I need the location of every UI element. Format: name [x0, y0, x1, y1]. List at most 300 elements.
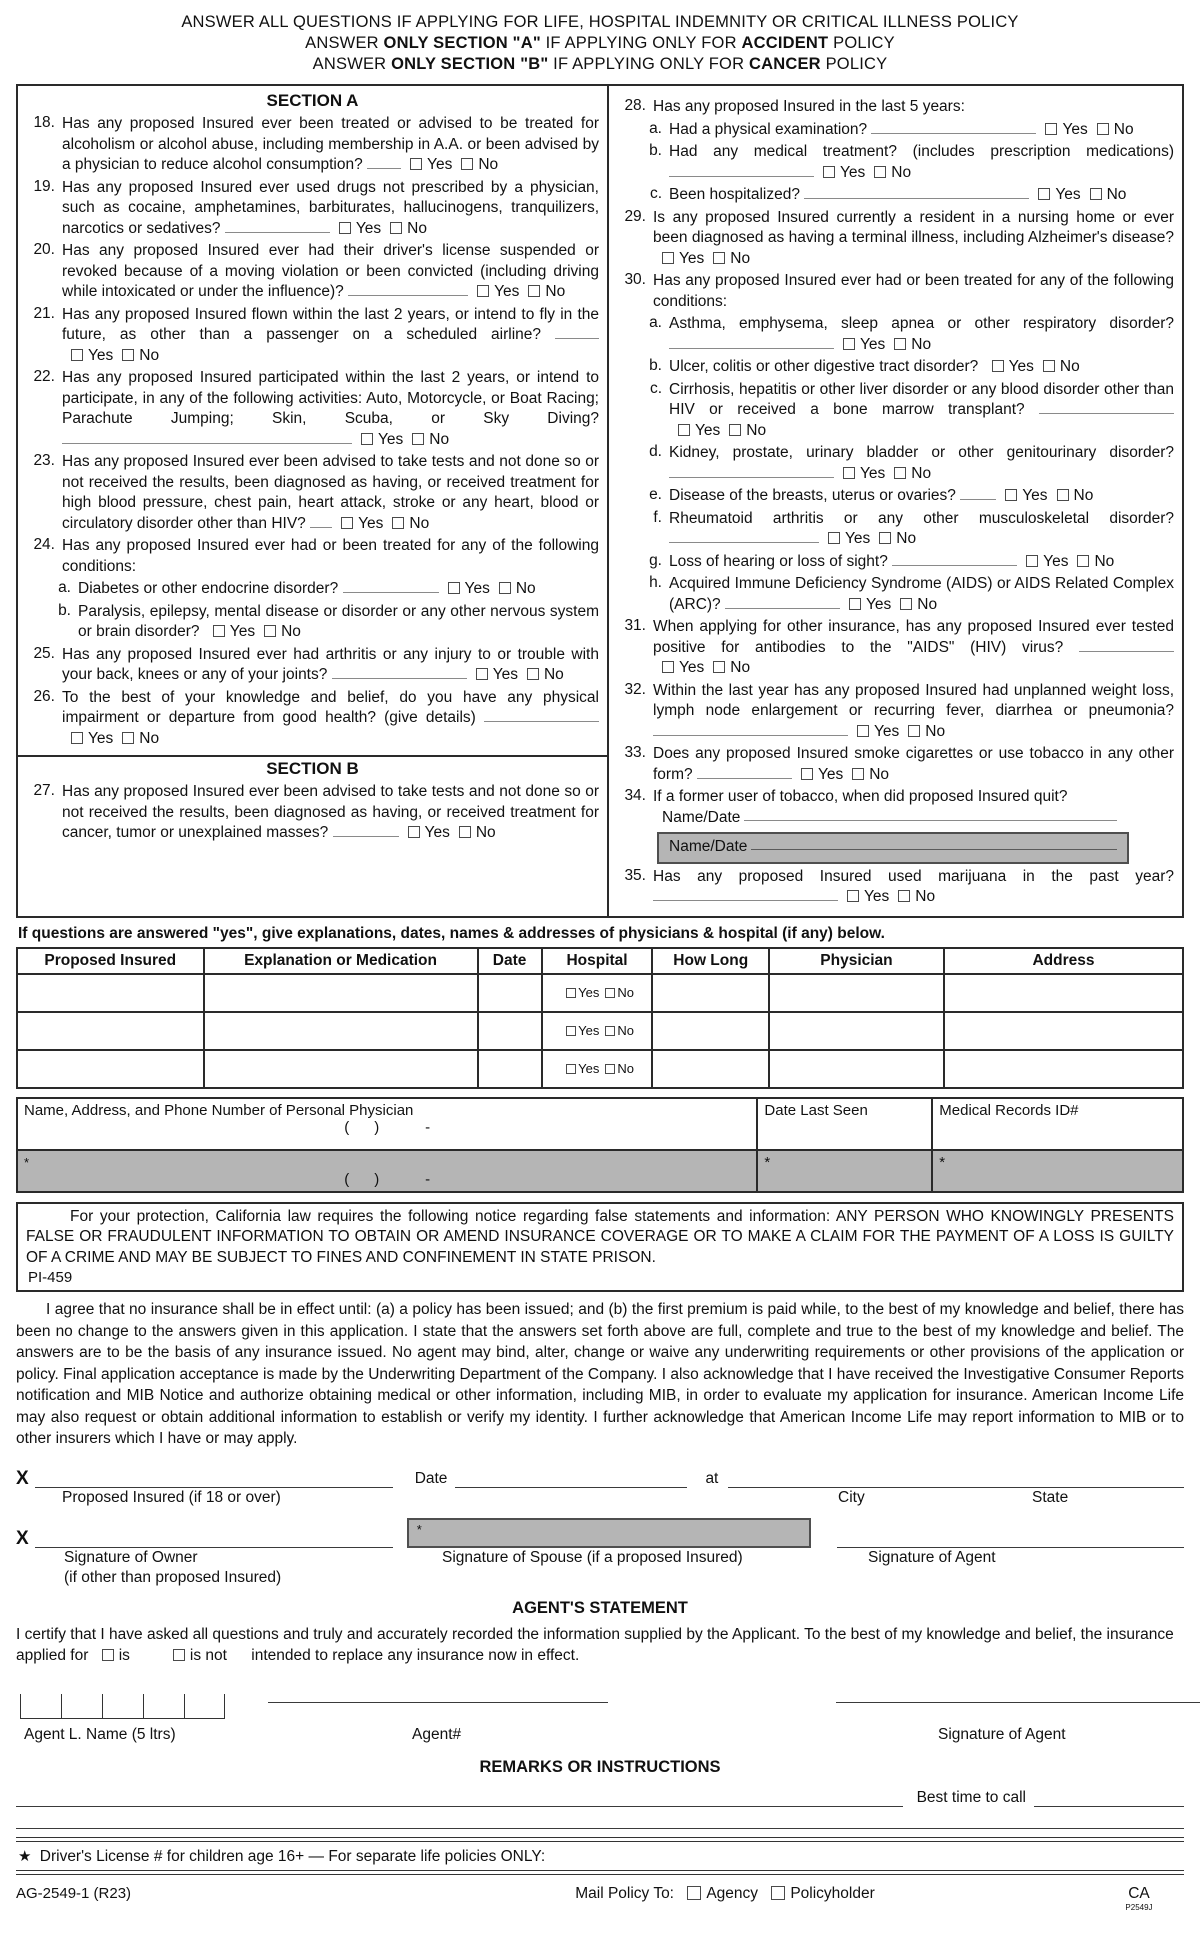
- date-label: Date: [414, 1469, 448, 1487]
- yes-checkbox[interactable]: [71, 349, 83, 361]
- yes-checkbox[interactable]: [566, 1064, 576, 1074]
- cell-date[interactable]: [478, 1050, 542, 1088]
- yes-checkbox[interactable]: [213, 625, 225, 637]
- yes-label: Yes: [378, 430, 404, 448]
- yes-label: Yes: [1055, 186, 1081, 203]
- is-checkbox[interactable]: [102, 1649, 114, 1661]
- explanation-note: If questions are answered "yes", give explanations, dates, names & addresses of physicians & hospital (if any) below.: [18, 924, 885, 942]
- yes-label: Yes: [860, 335, 886, 353]
- question-text: Had any medical treatment? (includes prescription medications): [669, 143, 1174, 160]
- owner-signature-label: Signature of Owner: [64, 1548, 198, 1566]
- yes-no-group: [653, 659, 750, 676]
- answer-line[interactable]: [333, 825, 399, 837]
- col-how-long: How Long: [652, 948, 769, 974]
- no-label: No: [407, 219, 427, 237]
- header-text: IF APPLYING ONLY FOR: [548, 55, 749, 73]
- no-checkbox[interactable]: [713, 661, 725, 673]
- yes-checkbox[interactable]: [1038, 188, 1050, 200]
- answer-line[interactable]: [62, 432, 352, 444]
- answer-line[interactable]: [871, 122, 1036, 134]
- no-checkbox[interactable]: [879, 532, 891, 544]
- yes-no-group: [467, 666, 564, 683]
- question-text: Has any proposed Insured ever had or been treated for any of the following conditions:: [653, 272, 1174, 310]
- no-checkbox[interactable]: [898, 890, 910, 902]
- no-checkbox[interactable]: [729, 424, 741, 436]
- header-bold: ONLY SECTION "B": [391, 55, 549, 73]
- comb-cell[interactable]: [102, 1694, 143, 1719]
- yes-label: Yes: [464, 580, 490, 597]
- yes-no-group: [848, 723, 945, 740]
- form-header: [16, 12, 1184, 75]
- answer-line[interactable]: [669, 466, 834, 478]
- asterisk: *: [416, 1521, 422, 1537]
- cell-address[interactable]: [944, 1050, 1183, 1088]
- form-footer: [16, 1885, 1184, 1912]
- answer-line[interactable]: [348, 284, 468, 296]
- yes-no-group: [792, 766, 889, 783]
- answer-line[interactable]: [669, 531, 819, 543]
- city-label: City: [838, 1488, 865, 1506]
- header-text: ANSWER: [312, 55, 392, 73]
- header-bold: ONLY SECTION "A": [383, 34, 541, 52]
- question-number: 24.: [33, 536, 55, 553]
- no-checkbox[interactable]: [605, 1026, 615, 1036]
- yes-no-group: [819, 530, 916, 547]
- question-33: [617, 744, 1174, 785]
- yes-checkbox[interactable]: [71, 732, 83, 744]
- question-number: 33.: [624, 744, 646, 761]
- yes-checkbox[interactable]: [823, 166, 835, 178]
- header-line-2: [16, 33, 1184, 54]
- cell-physician[interactable]: [769, 1012, 944, 1050]
- yes-checkbox[interactable]: [662, 252, 674, 264]
- best-time-to-call-label: Best time to call: [916, 1788, 1026, 1806]
- proposed-insured-label: Proposed Insured (if 18 or over): [62, 1488, 281, 1506]
- question-28a: [617, 120, 1174, 141]
- mail-policy-label: Mail Policy To:: [575, 1884, 674, 1902]
- yes-label: Yes: [695, 421, 721, 439]
- no-label: No: [1106, 186, 1127, 203]
- answer-line[interactable]: [1039, 402, 1174, 414]
- question-number: 18.: [33, 114, 55, 131]
- no-checkbox[interactable]: [1043, 360, 1055, 372]
- no-checkbox[interactable]: [894, 338, 906, 350]
- question-letter: e.: [649, 486, 662, 503]
- question-34: [617, 787, 1174, 808]
- question-text: Ulcer, colitis or other digestive tract disorder?: [669, 358, 979, 375]
- drivers-license-text: Driver's License # for children age 16+ — For separate life policies ONLY:: [39, 1847, 546, 1865]
- question-text: Has any proposed Insured ever been treated or advised to be treated for alcoholism or alcohol abuse, including membership in A.A. or been advised by a physician to reduce alcohol consumption?: [62, 115, 599, 173]
- cell-explanation[interactable]: [204, 1050, 478, 1088]
- name-date-label: Name/Date: [662, 808, 741, 826]
- no-checkbox[interactable]: [605, 988, 615, 998]
- no-checkbox[interactable]: [874, 166, 886, 178]
- phone-format: ( ) -: [344, 1118, 431, 1136]
- is-not-checkbox[interactable]: [173, 1649, 185, 1661]
- physician-name-field[interactable]: [17, 1150, 757, 1192]
- yes-checkbox[interactable]: [849, 598, 861, 610]
- physician-table: [16, 1097, 1184, 1193]
- question-number: 25.: [33, 644, 55, 662]
- yes-no-group: [996, 487, 1093, 504]
- answer-line[interactable]: [555, 327, 599, 339]
- agent-number-line[interactable]: [268, 1702, 608, 1703]
- table-row: [17, 1050, 1183, 1088]
- yes-label: Yes: [860, 464, 886, 482]
- question-35: [617, 867, 1174, 908]
- owner-signature-line[interactable]: [35, 1530, 393, 1548]
- yes-checkbox[interactable]: [477, 285, 489, 297]
- question-30d: [617, 443, 1174, 484]
- answer-line[interactable]: [960, 488, 996, 500]
- remarks-line-2[interactable]: [16, 1807, 1184, 1829]
- cell-proposed-insured[interactable]: [17, 1050, 204, 1088]
- yes-no-group: [1017, 553, 1114, 570]
- no-label: No: [139, 729, 160, 747]
- cell-explanation[interactable]: [204, 1012, 478, 1050]
- state-code-group: [1094, 1885, 1184, 1912]
- cell-hospital: [542, 1012, 653, 1050]
- question-text: Had a physical examination?: [669, 120, 868, 138]
- yes-checkbox[interactable]: [1005, 489, 1017, 501]
- question-number: 31.: [624, 617, 646, 634]
- at-label: at: [705, 1469, 719, 1487]
- no-checkbox[interactable]: [459, 826, 471, 838]
- comb-cell[interactable]: [20, 1694, 61, 1719]
- medical-records-field[interactable]: *: [932, 1150, 1183, 1192]
- date-last-seen-cell[interactable]: Date Last Seen: [757, 1098, 932, 1150]
- question-number: 32.: [624, 680, 646, 698]
- question-25: [26, 645, 599, 686]
- col-proposed-insured: Proposed Insured: [17, 948, 204, 974]
- col-date: Date: [478, 948, 542, 974]
- yes-label: Yes: [355, 219, 382, 237]
- question-text: Kidney, prostate, urinary bladder or other genitourinary disorder?: [669, 444, 1174, 461]
- date-last-seen-field[interactable]: *: [757, 1150, 932, 1192]
- yes-label: Yes: [1008, 358, 1034, 375]
- phone-format: ( ) -: [344, 1170, 431, 1188]
- question-23: [26, 452, 599, 534]
- no-checkbox[interactable]: [1097, 123, 1109, 135]
- yes-label: Yes: [578, 1061, 600, 1076]
- question-number: 27.: [33, 782, 55, 799]
- agent-signature-line-2[interactable]: [836, 1702, 1200, 1703]
- no-label: No: [617, 1023, 634, 1038]
- question-number: 28.: [624, 97, 646, 114]
- question-letter: a.: [649, 314, 662, 331]
- yes-label: Yes: [494, 283, 520, 300]
- no-checkbox[interactable]: [1090, 188, 1102, 200]
- yes-label: Yes: [424, 824, 450, 841]
- question-text: Has any proposed Insured ever been advised to take tests and not done so or not received the results, been diagnosed as having, or received treatment for cancer, tumor or unexplained masses?: [62, 783, 599, 841]
- answer-line[interactable]: [225, 221, 330, 233]
- question-28: [617, 97, 1174, 118]
- question-letter: a.: [649, 119, 662, 137]
- yes-no-group: [838, 888, 935, 905]
- question-number: 29.: [624, 207, 646, 225]
- yes-checkbox[interactable]: [408, 826, 420, 838]
- yes-no-group: [439, 580, 536, 597]
- question-number: 34.: [624, 787, 646, 804]
- yes-no-group: [814, 164, 911, 181]
- spouse-signature-field-highlighted[interactable]: [407, 1518, 811, 1548]
- yes-label: Yes: [88, 729, 114, 747]
- no-label: No: [915, 888, 936, 905]
- cell-date[interactable]: [478, 1012, 542, 1050]
- question-letter: b.: [649, 142, 662, 159]
- no-label: No: [911, 464, 932, 482]
- yes-checkbox[interactable]: [1045, 123, 1057, 135]
- cell-address[interactable]: [944, 974, 1183, 1012]
- yes-checkbox[interactable]: [801, 768, 813, 780]
- no-checkbox[interactable]: [390, 222, 402, 234]
- question-text: Has any proposed Insured ever been advised to take tests and not done so or not received the results, been diagnosed as having, or received treatment for high blood pressure, chest pain, heart attack, stroke or any heart, blood or circulatory disorder other than HIV?: [62, 453, 599, 532]
- yes-checkbox[interactable]: [857, 725, 869, 737]
- policyholder-checkbox[interactable]: [771, 1886, 785, 1900]
- agent-name-comb-field[interactable]: [20, 1694, 225, 1719]
- question-text: Been hospitalized?: [669, 186, 800, 203]
- spouse-signature-label: Signature of Spouse (if a proposed Insured): [442, 1548, 743, 1566]
- no-checkbox[interactable]: [1077, 555, 1089, 567]
- agents-statement-text: [16, 1624, 1184, 1666]
- yes-label: Yes: [840, 163, 866, 181]
- no-checkbox[interactable]: [392, 517, 404, 529]
- cell-how-long[interactable]: [652, 974, 769, 1012]
- yes-label: Yes: [864, 888, 890, 905]
- cell-proposed-insured[interactable]: [17, 974, 204, 1012]
- no-label: No: [911, 335, 932, 353]
- agent-signature-label: Signature of Agent: [868, 1548, 996, 1566]
- section-a-title: SECTION A: [266, 91, 359, 110]
- col-explanation: Explanation or Medication: [204, 948, 478, 974]
- yes-no-group: [401, 156, 498, 173]
- question-number: 35.: [624, 866, 646, 884]
- cell-physician[interactable]: [769, 1050, 944, 1088]
- yes-no-group: [653, 250, 750, 267]
- no-label: No: [475, 824, 496, 841]
- yes-label: Yes: [358, 514, 384, 532]
- no-checkbox[interactable]: [264, 625, 276, 637]
- no-checkbox[interactable]: [605, 1064, 615, 1074]
- date-line[interactable]: [455, 1470, 687, 1488]
- no-checkbox[interactable]: [527, 668, 539, 680]
- question-text: Diabetes or other endocrine disorder?: [78, 580, 339, 597]
- name-date-line[interactable]: [744, 809, 1117, 821]
- remarks-line-1[interactable]: [16, 1789, 903, 1807]
- answer-line[interactable]: [669, 337, 834, 349]
- divider-double-rule: [16, 1870, 1184, 1875]
- question-text: Has any proposed Insured ever had or been treated for any of the following conditions:: [62, 537, 599, 575]
- cell-date[interactable]: [478, 974, 542, 1012]
- agents-statement-title: AGENT'S STATEMENT: [512, 1598, 688, 1617]
- no-checkbox[interactable]: [528, 285, 540, 297]
- remarks-title: REMARKS OR INSTRUCTIONS: [479, 1757, 721, 1776]
- yes-no-group: [330, 220, 427, 237]
- yes-checkbox[interactable]: [566, 1026, 576, 1036]
- no-label: No: [730, 249, 751, 267]
- question-text: Paralysis, epilepsy, mental disease or disorder or any other nervous system or brain disorder?: [78, 602, 599, 640]
- question-text: Rheumatoid arthritis or any other musculoskeletal disorder?: [669, 509, 1174, 527]
- no-label: No: [730, 659, 751, 676]
- no-checkbox[interactable]: [499, 582, 511, 594]
- question-30a: [617, 314, 1174, 355]
- policyholder-label: Policyholder: [790, 1884, 875, 1902]
- question-27: [26, 782, 599, 844]
- answer-line[interactable]: [804, 187, 1029, 199]
- yes-checkbox[interactable]: [678, 424, 690, 436]
- yes-checkbox[interactable]: [566, 988, 576, 998]
- yes-checkbox[interactable]: [476, 668, 488, 680]
- answer-line[interactable]: [653, 724, 848, 736]
- header-text: POLICY: [820, 55, 888, 73]
- question-text: Does any proposed Insured smoke cigarettes or use tobacco in any other form?: [653, 745, 1174, 783]
- yes-checkbox[interactable]: [992, 360, 1004, 372]
- yes-checkbox[interactable]: [662, 661, 674, 673]
- no-checkbox[interactable]: [412, 433, 424, 445]
- yes-label: Yes: [874, 722, 900, 740]
- question-text: Has any proposed Insured ever used drugs not prescribed by a physician, such as cocaine, amphetamines, barbiturates, hallucinogens, tranquilizers, narcotics or sedatives?: [62, 178, 599, 237]
- state-label: State: [1032, 1488, 1069, 1506]
- no-checkbox[interactable]: [122, 349, 134, 361]
- question-letter: b.: [649, 357, 662, 374]
- yes-no-group: [834, 465, 931, 482]
- answer-line[interactable]: [892, 554, 1017, 566]
- no-checkbox[interactable]: [122, 732, 134, 744]
- yes-checkbox[interactable]: [843, 467, 855, 479]
- no-checkbox[interactable]: [1057, 489, 1069, 501]
- no-checkbox[interactable]: [908, 725, 920, 737]
- signature-labels-2: [16, 1548, 1184, 1569]
- no-label: No: [1059, 358, 1080, 375]
- no-checkbox[interactable]: [900, 598, 912, 610]
- question-number: 23.: [33, 452, 55, 469]
- print-code: P2549J: [1125, 1902, 1153, 1912]
- no-checkbox[interactable]: [852, 768, 864, 780]
- answer-line[interactable]: [669, 165, 814, 177]
- question-number: 20.: [33, 241, 55, 258]
- question-letter: g.: [649, 551, 662, 569]
- question-text: If a former user of tobacco, when did proposed Insured quit?: [653, 788, 1068, 805]
- cell-how-long[interactable]: [652, 1012, 769, 1050]
- name-date-line[interactable]: [751, 838, 1117, 850]
- answer-line[interactable]: [1079, 640, 1174, 652]
- answer-line[interactable]: [343, 581, 439, 593]
- yes-checkbox[interactable]: [843, 338, 855, 350]
- yes-no-group: [983, 358, 1080, 375]
- yes-checkbox[interactable]: [1026, 555, 1038, 567]
- medical-records-cell[interactable]: Medical Records ID#: [932, 1098, 1183, 1150]
- at-location-line[interactable]: [728, 1470, 1184, 1488]
- agent-signature-line[interactable]: [837, 1530, 1184, 1548]
- no-checkbox[interactable]: [713, 252, 725, 264]
- question-text: Disease of the breasts, uterus or ovaries?: [669, 487, 956, 504]
- yes-no-group: [669, 422, 766, 439]
- answer-line[interactable]: [697, 767, 792, 779]
- section-b-title: SECTION B: [266, 759, 359, 778]
- yes-label: Yes: [817, 765, 844, 783]
- question-30h: [617, 574, 1174, 615]
- no-checkbox[interactable]: [461, 158, 473, 170]
- yes-label: Yes: [679, 249, 705, 267]
- no-label: No: [281, 623, 301, 640]
- answer-line[interactable]: [653, 889, 838, 901]
- comb-cell[interactable]: [143, 1694, 184, 1719]
- right-column: [609, 86, 1182, 916]
- yes-checkbox[interactable]: [410, 158, 422, 170]
- yes-label: Yes: [492, 666, 518, 683]
- agency-checkbox[interactable]: [687, 1886, 701, 1900]
- yes-checkbox[interactable]: [847, 890, 859, 902]
- question-number: 19.: [33, 177, 55, 195]
- cell-how-long[interactable]: [652, 1050, 769, 1088]
- question-text: To the best of your knowledge and belief, do you have any physical impairment or departure from good health? (give details): [62, 688, 599, 726]
- yes-label: Yes: [229, 623, 256, 640]
- name-date-row: [662, 809, 1117, 827]
- yes-checkbox[interactable]: [828, 532, 840, 544]
- yes-checkbox[interactable]: [361, 433, 373, 445]
- answer-line[interactable]: [484, 710, 599, 722]
- header-text: IF APPLYING ONLY FOR: [540, 34, 742, 52]
- comb-cell[interactable]: [184, 1694, 225, 1719]
- question-number: 22.: [33, 368, 55, 385]
- yes-checkbox[interactable]: [339, 222, 351, 234]
- header-bold: CANCER: [749, 55, 821, 73]
- yes-no-group: [399, 824, 496, 841]
- notice-form-code: PI-459: [28, 1269, 73, 1286]
- question-letter: c.: [649, 185, 662, 202]
- question-30e: [617, 486, 1174, 507]
- best-time-line[interactable]: [1034, 1789, 1184, 1807]
- yes-no-group: [352, 431, 449, 448]
- proposed-insured-signature-line[interactable]: [35, 1470, 393, 1488]
- no-checkbox[interactable]: [894, 467, 906, 479]
- yes-label: Yes: [88, 346, 114, 364]
- yes-no-group: [1036, 121, 1133, 138]
- is-not-label: is not: [189, 1646, 227, 1664]
- cell-address[interactable]: [944, 1012, 1183, 1050]
- yes-label: Yes: [1022, 487, 1048, 504]
- header-line-3: [16, 54, 1184, 75]
- question-30g: [617, 552, 1174, 573]
- cell-proposed-insured[interactable]: [17, 1012, 204, 1050]
- explanation-table: [16, 947, 1184, 1089]
- cell-physician[interactable]: [769, 974, 944, 1012]
- no-label: No: [515, 580, 536, 597]
- no-label: No: [409, 514, 430, 532]
- physician-name-cell[interactable]: [17, 1098, 757, 1150]
- cell-explanation[interactable]: [204, 974, 478, 1012]
- table-row: [17, 1012, 1183, 1050]
- answer-line[interactable]: [310, 516, 332, 528]
- agent-name-label: Agent L. Name (5 ltrs): [24, 1725, 176, 1743]
- yes-checkbox[interactable]: [448, 582, 460, 594]
- comb-cell[interactable]: [61, 1694, 102, 1719]
- question-text: When applying for other insurance, has any proposed Insured ever tested positive for antibodies to the "AIDS" (HIV) virus?: [653, 618, 1174, 656]
- question-letter: d.: [649, 443, 662, 460]
- answer-line[interactable]: [725, 597, 840, 609]
- question-29: [617, 208, 1174, 270]
- name-date-label: Name/Date: [669, 837, 748, 855]
- agency-label: Agency: [706, 1884, 759, 1902]
- answer-line[interactable]: [332, 667, 467, 679]
- col-address: Address: [944, 948, 1183, 974]
- name-date-field-highlighted[interactable]: [657, 832, 1129, 864]
- signature-row-2: [16, 1518, 1184, 1548]
- no-label: No: [617, 1061, 634, 1076]
- yes-checkbox[interactable]: [341, 517, 353, 529]
- signature-row-1: [16, 1464, 1184, 1488]
- answer-line[interactable]: [367, 157, 401, 169]
